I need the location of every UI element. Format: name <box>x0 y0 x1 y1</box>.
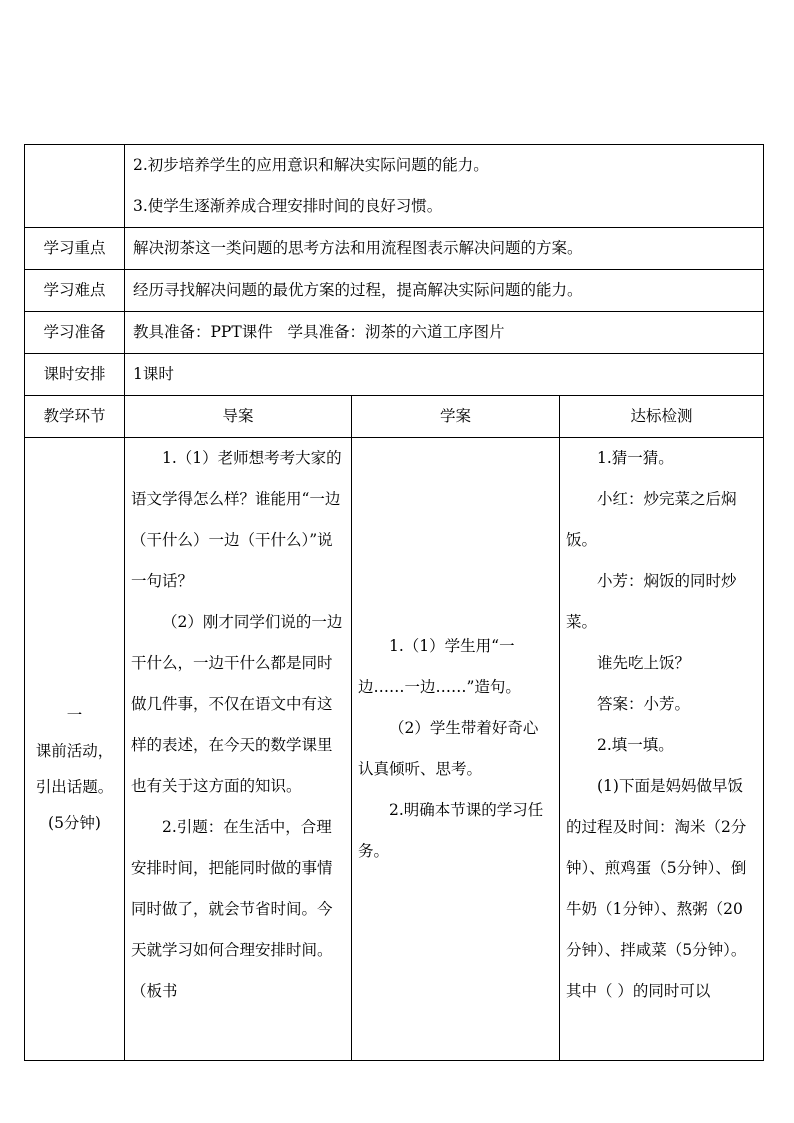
key-point-text: 解决沏茶这一类问题的思考方法和用流程图表示解决问题的方案。 <box>125 228 764 270</box>
stage-number: 一 <box>66 706 83 724</box>
guide-paragraph-2: （2）刚才同学们说的一边干什么，一边干什么都是同时做几件事，不仅在语文中有这样的表述，在今天的数学课里也有关于这方面的知识。 <box>131 613 343 795</box>
goals-label-cell <box>25 145 125 228</box>
check-paragraph-1: 1.猜一猜。 <box>597 449 674 467</box>
schedule-label: 课时安排 <box>25 354 125 396</box>
study-paragraph-3: 2.明确本节课的学习任务。 <box>358 801 544 860</box>
preparation-row <box>25 312 764 354</box>
check-paragraph-2: 小红：炒完菜之后焖饭。 <box>566 490 737 549</box>
goals-row <box>25 145 764 228</box>
study-paragraph-2: （2）学生带着好奇心认真倾听、思考。 <box>358 719 539 778</box>
check-paragraph-7: (1)下面是妈妈做早饭的过程及时间：淘米（2分钟）、煎鸡蛋（5分钟）、倒牛奶（1分钟）、熬粥（20分钟）、拌咸菜（5分钟）。其中（ ）的同时可以 <box>566 777 747 1000</box>
stage-cell <box>25 438 125 1061</box>
schedule-text: 1课时 <box>125 354 764 396</box>
stage-line-3: (5分钟) <box>48 814 101 832</box>
schedule-row <box>25 354 764 396</box>
stage-line-1: 课前活动， <box>35 742 114 760</box>
check-paragraph-4: 谁先吃上饭？ <box>597 654 691 672</box>
stage-line-2: 引出话题。 <box>35 778 114 796</box>
check-paragraph-6: 2.填一填。 <box>597 736 674 754</box>
key-point-label: 学习重点 <box>25 228 125 270</box>
key-point-row <box>25 228 764 270</box>
difficulty-row <box>25 270 764 312</box>
header-study: 学案 <box>352 396 560 438</box>
difficulty-label: 学习难点 <box>25 270 125 312</box>
header-check: 达标检测 <box>560 396 764 438</box>
guide-paragraph-1: 1.（1）老师想考考大家的语文学得怎么样？谁能用“一边（干什么）一边（干什么）”说一句话？ <box>131 449 342 590</box>
goal-line-2: 2.初步培养学生的应用意识和解决实际问题的能力。 <box>133 156 489 174</box>
check-paragraph-5: 答案：小芳。 <box>597 695 691 713</box>
study-paragraph-1: 1.（1）学生用“一边……一边……”造句。 <box>358 637 521 696</box>
check-paragraph-3: 小芳：焖饭的同时炒菜。 <box>566 572 737 631</box>
header-guide: 导案 <box>125 396 352 438</box>
guide-cell <box>125 438 352 1061</box>
header-stage: 教学环节 <box>25 396 125 438</box>
difficulty-text: 经历寻找解决问题的最优方案的过程，提高解决实际问题的能力。 <box>125 270 764 312</box>
preparation-text: 教具准备：PPT课件 学具准备：沏茶的六道工序图片 <box>125 312 764 354</box>
header-row <box>25 396 764 438</box>
study-cell <box>352 438 560 1061</box>
lesson-plan-table <box>24 144 764 1061</box>
activity-row <box>25 438 764 1061</box>
preparation-label: 学习准备 <box>25 312 125 354</box>
guide-paragraph-3: 2.引题：在生活中，合理安排时间，把能同时做的事情同时做了，就会节省时间。今天就学习如何合理安排时间。（板书 <box>131 818 333 1000</box>
check-cell <box>560 438 764 1061</box>
goals-cell <box>125 145 764 228</box>
goal-line-3: 3.使学生逐渐养成合理安排时间的良好习惯。 <box>133 197 443 215</box>
